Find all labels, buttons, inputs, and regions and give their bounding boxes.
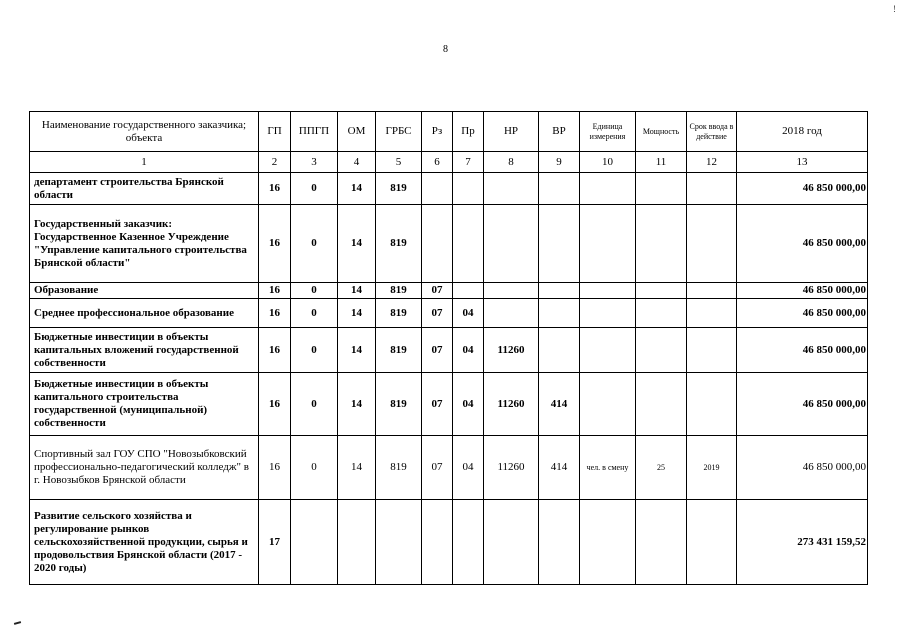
cell-power	[636, 500, 687, 585]
cell-term	[687, 283, 737, 299]
cell-term	[687, 373, 737, 436]
cell-sum: 46 850 000,00	[737, 283, 868, 299]
cell-vr: 414	[539, 373, 580, 436]
cell-pr	[453, 500, 484, 585]
cell-grbs: 819	[376, 283, 422, 299]
cell-ppgp: 0	[291, 205, 338, 283]
cell-power	[636, 283, 687, 299]
cell-sum: 46 850 000,00	[737, 173, 868, 205]
column-number: 1	[30, 152, 259, 173]
cell-gp: 16	[259, 173, 291, 205]
cell-unit	[580, 283, 636, 299]
header-cell-nr: НР	[484, 112, 539, 152]
column-number: 3	[291, 152, 338, 173]
cell-unit: чел. в смену	[580, 436, 636, 500]
cell-ppgp: 0	[291, 373, 338, 436]
table-row	[30, 205, 868, 283]
column-number: 4	[338, 152, 376, 173]
header-cell-name: Наименование государственного заказчика; объекта	[30, 112, 259, 152]
cell-ppgp	[291, 500, 338, 585]
cell-grbs: 819	[376, 205, 422, 283]
cell-om	[338, 500, 376, 585]
table-row	[30, 328, 868, 373]
header-cell-vr: ВР	[539, 112, 580, 152]
cell-power	[636, 373, 687, 436]
table-row	[30, 500, 868, 585]
cell-gp: 16	[259, 328, 291, 373]
column-number-row	[30, 152, 868, 173]
cell-vr: 414	[539, 436, 580, 500]
cell-name: Среднее профессиональное образование	[30, 299, 259, 328]
cell-ppgp: 0	[291, 436, 338, 500]
budget-table	[29, 111, 868, 585]
cell-om: 14	[338, 373, 376, 436]
column-number: 5	[376, 152, 422, 173]
column-number: 6	[422, 152, 453, 173]
header-cell-grbs: ГРБС	[376, 112, 422, 152]
cell-vr	[539, 173, 580, 205]
cell-om: 14	[338, 299, 376, 328]
cell-gp: 16	[259, 299, 291, 328]
cell-vr	[539, 283, 580, 299]
header-cell-gp: ГП	[259, 112, 291, 152]
table-row	[30, 173, 868, 205]
header-cell-year: 2018 год	[737, 112, 868, 152]
cell-nr	[484, 500, 539, 585]
cell-vr	[539, 205, 580, 283]
header-cell-unit: Единица измерения	[580, 112, 636, 152]
cell-sum: 46 850 000,00	[737, 205, 868, 283]
cell-rz	[422, 173, 453, 205]
cell-pr: 04	[453, 299, 484, 328]
cell-nr: 11260	[484, 373, 539, 436]
table-row	[30, 373, 868, 436]
cell-pr: 04	[453, 436, 484, 500]
cell-power	[636, 299, 687, 328]
cell-term	[687, 299, 737, 328]
cell-name: Образование	[30, 283, 259, 299]
cell-ppgp: 0	[291, 328, 338, 373]
cell-rz: 07	[422, 373, 453, 436]
column-number: 13	[737, 152, 868, 173]
pen-mark	[14, 621, 21, 625]
cell-unit	[580, 500, 636, 585]
cell-om: 14	[338, 205, 376, 283]
column-number: 2	[259, 152, 291, 173]
cell-vr	[539, 328, 580, 373]
cell-vr	[539, 500, 580, 585]
cell-om: 14	[338, 283, 376, 299]
cell-rz	[422, 205, 453, 283]
page-number: 8	[443, 44, 448, 55]
cell-gp: 16	[259, 205, 291, 283]
cell-name: Бюджетные инвестиции в объекты капитальных вложений государственной собственности	[30, 328, 259, 373]
cell-pr: 04	[453, 373, 484, 436]
cell-sum: 46 850 000,00	[737, 299, 868, 328]
cell-unit	[580, 373, 636, 436]
header-cell-rz: Рз	[422, 112, 453, 152]
table-body	[30, 112, 868, 173]
cell-name: Спортивный зал ГОУ СПО "Новозыбковский профессионально-педагогический колледж" в г. Новозыбков Брянской области	[30, 436, 259, 500]
cell-power	[636, 173, 687, 205]
cell-power	[636, 328, 687, 373]
column-number: 9	[539, 152, 580, 173]
cell-power	[636, 205, 687, 283]
cell-name: Развитие сельского хозяйства и регулирование рынков сельскохозяйственной продукции, сырья и продовольствия Брянской области (2017 - 2020 годы)	[30, 500, 259, 585]
table-row	[30, 436, 868, 500]
cell-pr: 04	[453, 328, 484, 373]
cell-om: 14	[338, 173, 376, 205]
cell-pr	[453, 283, 484, 299]
cell-grbs: 819	[376, 299, 422, 328]
cell-grbs: 819	[376, 373, 422, 436]
cell-om: 14	[338, 328, 376, 373]
column-number: 7	[453, 152, 484, 173]
data-rows	[30, 173, 868, 585]
cell-unit	[580, 205, 636, 283]
cell-nr: 11260	[484, 436, 539, 500]
cell-ppgp: 0	[291, 299, 338, 328]
header-cell-term: Срок ввода в действие	[687, 112, 737, 152]
cell-gp: 16	[259, 283, 291, 299]
cell-nr: 11260	[484, 328, 539, 373]
cell-rz: 07	[422, 328, 453, 373]
cell-power: 25	[636, 436, 687, 500]
cell-name: Государственный заказчик: Государственное Казенное Учреждение "Управление капитального строительства Брянской области"	[30, 205, 259, 283]
cell-rz: 07	[422, 299, 453, 328]
cell-pr	[453, 173, 484, 205]
cell-grbs: 819	[376, 173, 422, 205]
cell-ppgp: 0	[291, 283, 338, 299]
cell-unit	[580, 173, 636, 205]
cell-rz: 07	[422, 283, 453, 299]
cell-name: департамент строительства Брянской области	[30, 173, 259, 205]
cell-name: Бюджетные инвестиции в объекты капитального строительства государственной (муниципальной) собственности	[30, 373, 259, 436]
cell-rz	[422, 500, 453, 585]
cell-grbs	[376, 500, 422, 585]
table-row	[30, 299, 868, 328]
cell-unit	[580, 328, 636, 373]
header-row	[30, 112, 868, 152]
header-cell-om: ОМ	[338, 112, 376, 152]
cell-term	[687, 328, 737, 373]
cell-term	[687, 500, 737, 585]
column-number: 8	[484, 152, 539, 173]
cell-sum: 46 850 000,00	[737, 373, 868, 436]
cell-term	[687, 173, 737, 205]
cell-vr	[539, 299, 580, 328]
cell-om: 14	[338, 436, 376, 500]
cell-gp: 17	[259, 500, 291, 585]
cell-nr	[484, 283, 539, 299]
header-cell-power: Мощность	[636, 112, 687, 152]
cell-ppgp: 0	[291, 173, 338, 205]
cell-pr	[453, 205, 484, 283]
cell-sum: 46 850 000,00	[737, 328, 868, 373]
cell-sum: 46 850 000,00	[737, 436, 868, 500]
cell-grbs: 819	[376, 328, 422, 373]
cell-term: 2019	[687, 436, 737, 500]
column-number: 10	[580, 152, 636, 173]
header-cell-ppgp: ППГП	[291, 112, 338, 152]
cell-gp: 16	[259, 373, 291, 436]
corner-mark: !	[893, 4, 896, 14]
cell-gp: 16	[259, 436, 291, 500]
cell-term	[687, 205, 737, 283]
header-cell-pr: Пр	[453, 112, 484, 152]
cell-unit	[580, 299, 636, 328]
cell-nr	[484, 299, 539, 328]
cell-rz: 07	[422, 436, 453, 500]
cell-nr	[484, 173, 539, 205]
column-number: 11	[636, 152, 687, 173]
table-row	[30, 283, 868, 299]
cell-nr	[484, 205, 539, 283]
cell-sum: 273 431 159,52	[737, 500, 868, 585]
cell-grbs: 819	[376, 436, 422, 500]
column-number: 12	[687, 152, 737, 173]
